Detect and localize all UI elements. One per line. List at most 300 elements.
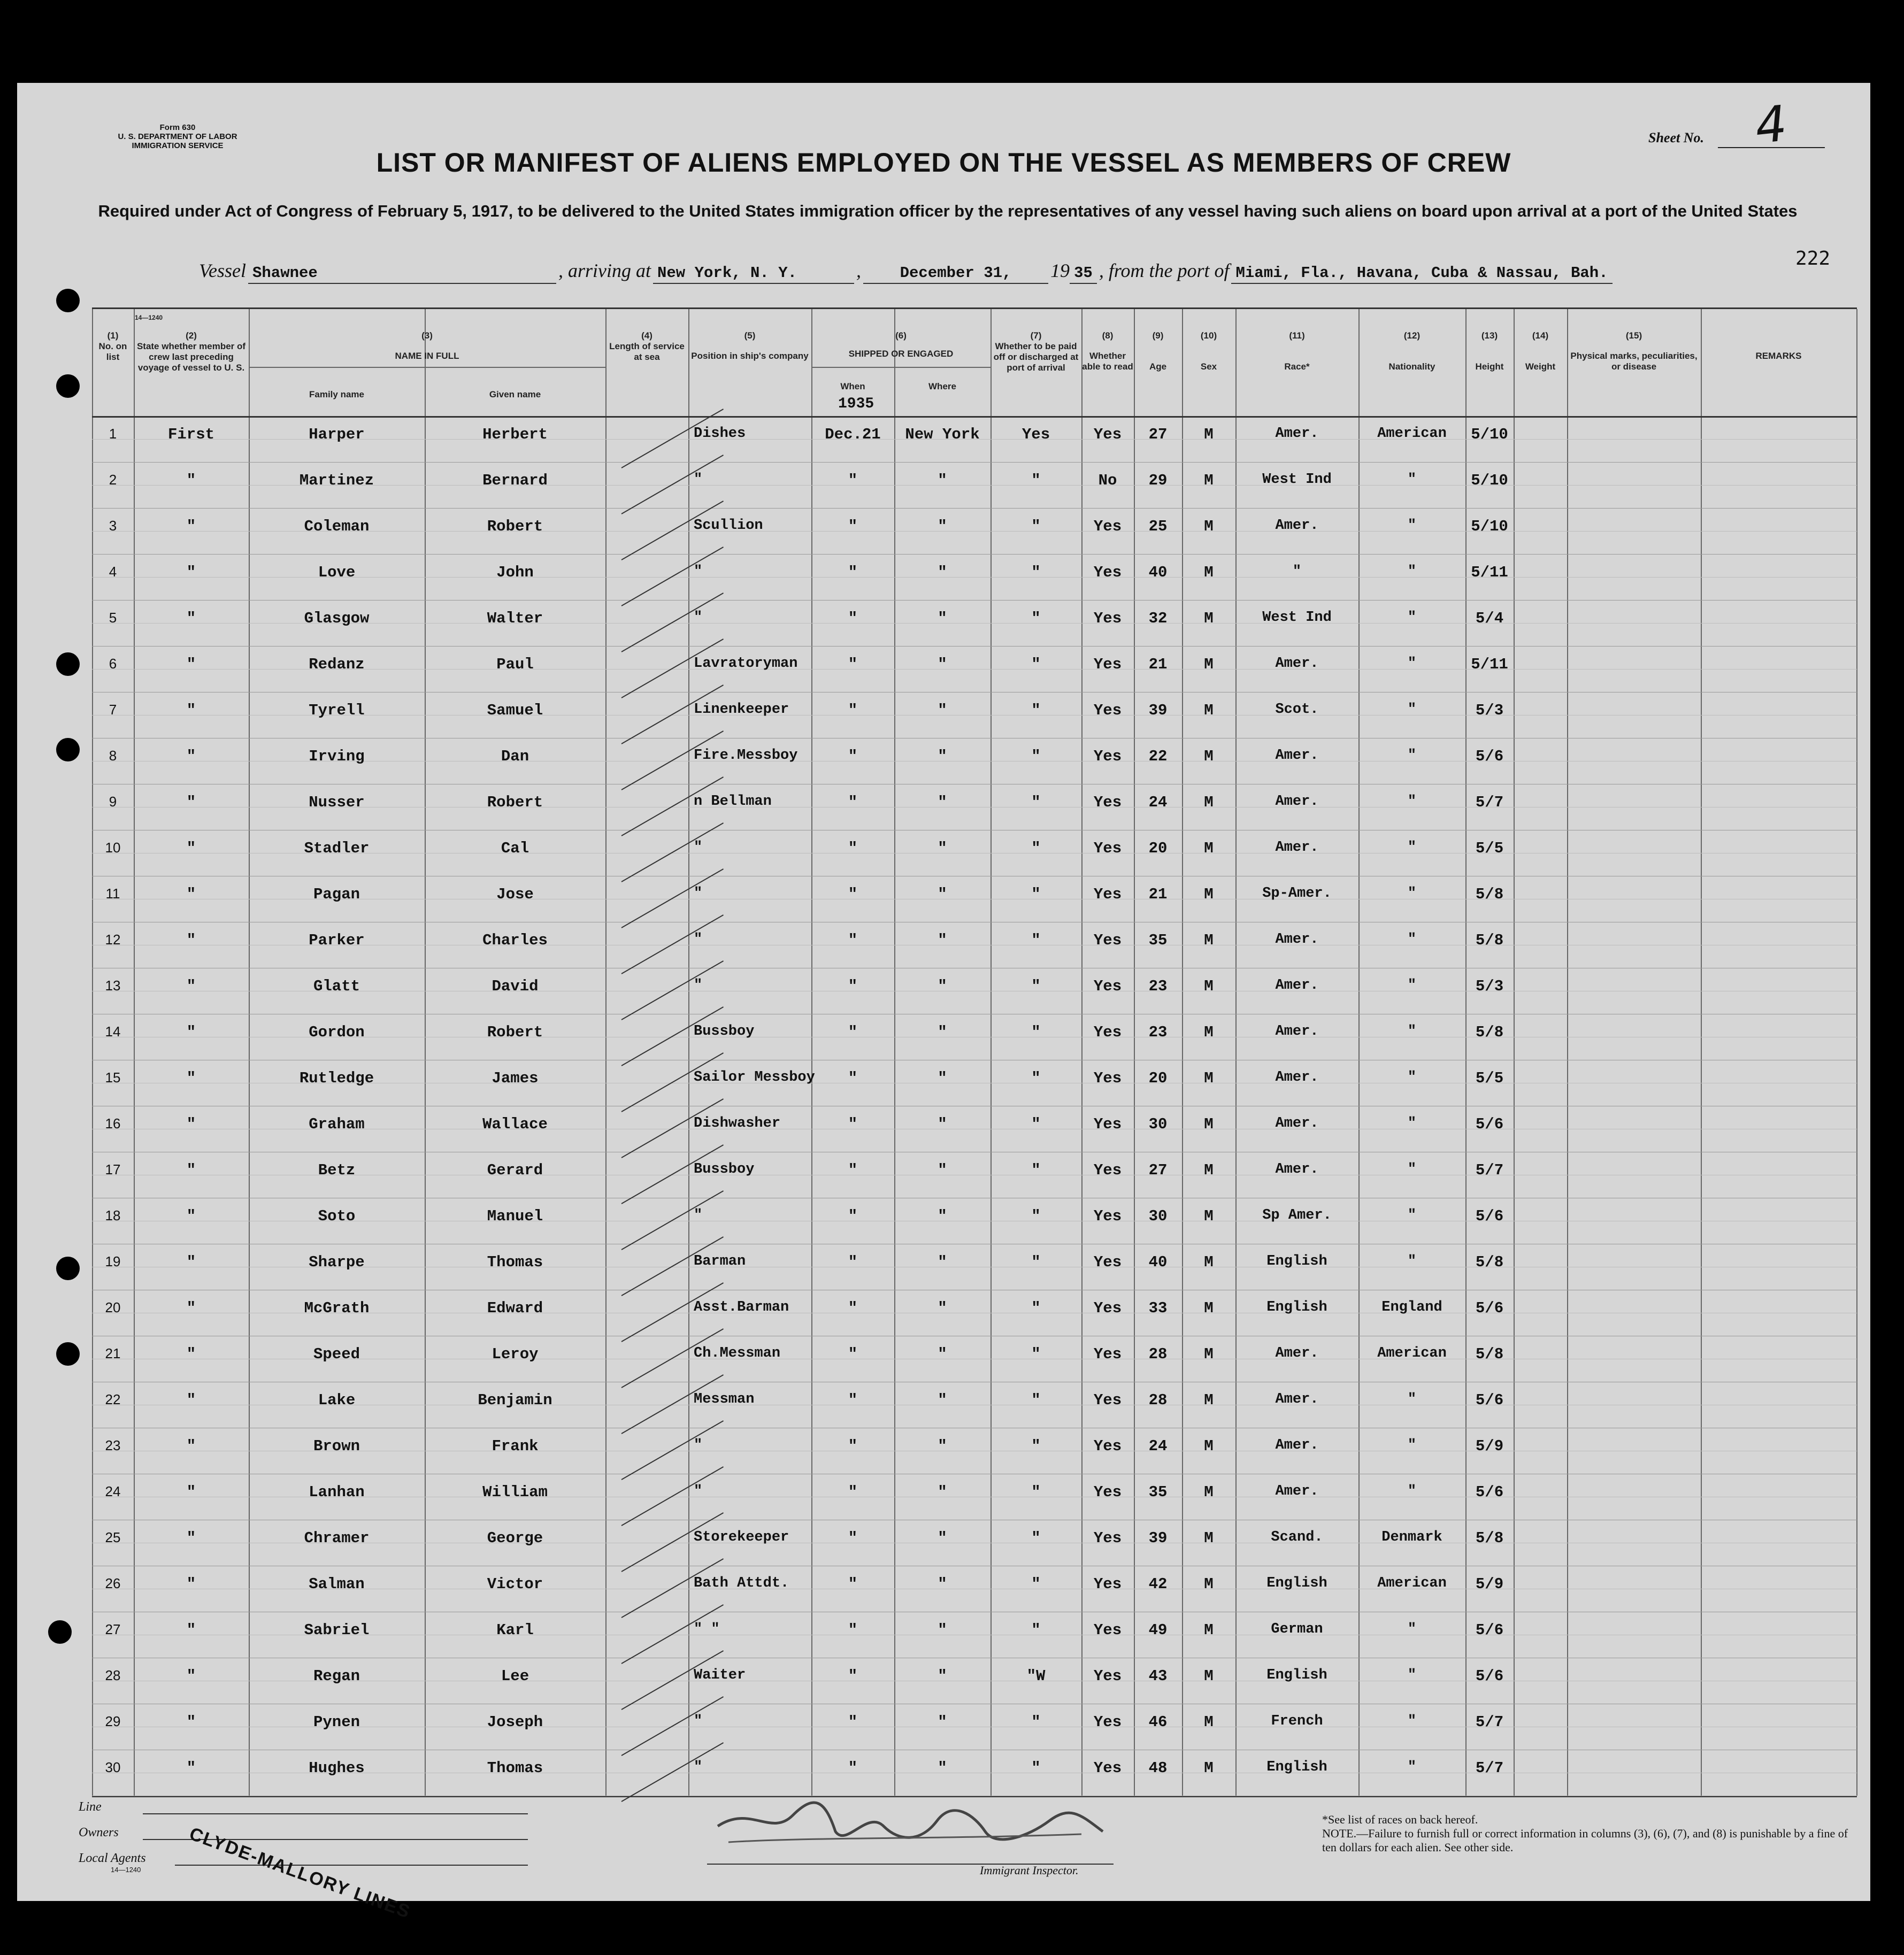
cell-family-name: Nusser	[309, 794, 365, 811]
cell-paid-off: "	[1031, 518, 1041, 535]
cell-height: 5/6	[1475, 1207, 1504, 1225]
vessel-label: Vessel	[199, 260, 246, 281]
cell-height: 5/7	[1475, 1161, 1504, 1179]
cell-shipped-where: "	[938, 564, 947, 581]
cell-previous-voyage: "	[186, 1437, 196, 1455]
header-age: (9) Age	[1149, 330, 1167, 372]
cell-sex: M	[1204, 1621, 1214, 1639]
cell-paid-off: "	[1031, 1437, 1041, 1455]
cell-family-name: Stadler	[304, 840, 370, 857]
cell-list-number: 21	[105, 1345, 121, 1361]
cell-shipped-where: "	[938, 1575, 947, 1593]
header-previous-voyage: (2) State whether member of crew last preceding voyage of vessel to U. S.	[136, 330, 246, 373]
cell-sex: M	[1204, 932, 1214, 949]
cell-paid-off: Yes	[1022, 426, 1050, 443]
cell-height: 5/9	[1475, 1437, 1504, 1455]
cell-able-to-read: Yes	[1093, 1575, 1122, 1593]
cell-sex: M	[1204, 1667, 1214, 1685]
cell-shipped-when: "	[848, 748, 858, 765]
cell-height: 5/11	[1471, 656, 1508, 673]
header-weight: (14) Weight	[1525, 330, 1556, 372]
cell-shipped-where: "	[938, 1253, 947, 1271]
punch-hole	[48, 1620, 72, 1644]
cell-given-name: Paul	[496, 656, 534, 673]
cell-sex: M	[1204, 978, 1214, 995]
cell-sex: M	[1204, 1759, 1214, 1777]
cell-given-name: Samuel	[487, 702, 543, 719]
cell-height: 5/8	[1475, 1345, 1504, 1363]
cell-previous-voyage: First	[167, 426, 214, 443]
cell-given-name: Herbert	[482, 426, 548, 443]
service-name: IMMIGRATION SERVICE	[132, 141, 224, 150]
cell-nationality: American	[1377, 426, 1447, 442]
cell-nationality: "	[1407, 518, 1417, 534]
cell-age: 35	[1148, 1483, 1168, 1501]
cell-able-to-read: Yes	[1093, 1023, 1122, 1041]
form-number: Form 630	[159, 123, 196, 132]
cell-age: 29	[1148, 472, 1168, 489]
cell-height: 5/10	[1471, 518, 1508, 535]
cell-position: Ch.Messman	[694, 1345, 781, 1361]
cell-paid-off: "	[1031, 932, 1041, 949]
cell-list-number: 3	[109, 518, 117, 534]
cell-given-name: James	[492, 1069, 539, 1087]
cell-height: 5/7	[1475, 1713, 1504, 1731]
cell-shipped-when: "	[848, 886, 858, 903]
cell-shipped-when: "	[848, 1575, 858, 1593]
cell-race: Amer.	[1275, 518, 1319, 534]
cell-age: 20	[1148, 840, 1168, 857]
header-shipped: (6) SHIPPED OR ENGAGED	[848, 330, 954, 359]
cell-paid-off: "	[1031, 748, 1041, 765]
header-no-on-list: (1) No. on list	[98, 330, 127, 362]
cell-position: Asst.Barman	[694, 1299, 789, 1315]
cell-shipped-when: "	[848, 794, 858, 811]
cell-age: 40	[1148, 1253, 1168, 1271]
cell-race: Amer.	[1275, 1483, 1319, 1499]
cell-nationality: "	[1407, 1483, 1417, 1499]
cell-shipped-when: "	[848, 610, 858, 627]
cell-able-to-read: Yes	[1093, 1207, 1122, 1225]
cell-previous-voyage: "	[186, 978, 196, 995]
cell-family-name: Parker	[309, 932, 365, 949]
cell-race: English	[1266, 1667, 1327, 1683]
cell-previous-voyage: "	[186, 1023, 196, 1041]
cell-nationality: "	[1407, 1023, 1417, 1040]
cell-previous-voyage: "	[186, 1621, 196, 1639]
cell-list-number: 22	[105, 1391, 121, 1407]
cell-age: 33	[1148, 1299, 1168, 1317]
cell-position: Barman	[694, 1253, 746, 1269]
cell-age: 42	[1148, 1575, 1168, 1593]
cell-given-name: Frank	[492, 1437, 539, 1455]
cell-shipped-when: "	[848, 1069, 858, 1087]
cell-position: "	[694, 1207, 703, 1223]
cell-shipped-when: "	[848, 840, 858, 857]
cell-previous-voyage: "	[186, 1253, 196, 1271]
cell-able-to-read: Yes	[1093, 1253, 1122, 1271]
cell-shipped-when: "	[848, 1115, 858, 1133]
cell-position: "	[694, 1759, 703, 1775]
cell-paid-off: "	[1031, 1069, 1041, 1087]
cell-age: 24	[1148, 794, 1168, 811]
cell-height: 5/10	[1471, 472, 1508, 489]
cell-shipped-when: "	[848, 1391, 858, 1409]
cell-given-name: Jose	[496, 886, 534, 903]
cell-position: n Bellman	[694, 794, 772, 810]
cell-height: 5/6	[1475, 1115, 1504, 1133]
cell-able-to-read: Yes	[1093, 1759, 1122, 1777]
cell-shipped-where: "	[938, 1391, 947, 1409]
cell-paid-off: "	[1031, 702, 1041, 719]
cell-nationality: "	[1407, 472, 1417, 488]
cell-height: 5/6	[1475, 748, 1504, 765]
cell-shipped-when: "	[848, 472, 858, 489]
cell-shipped-where: "	[938, 1529, 947, 1547]
cell-paid-off: "	[1031, 1115, 1041, 1133]
cell-given-name: Thomas	[487, 1759, 543, 1777]
cell-position: "	[694, 1483, 703, 1499]
cell-sex: M	[1204, 518, 1214, 535]
cell-age: 25	[1148, 518, 1168, 535]
agents-code: 14—1240	[111, 1866, 141, 1874]
cell-list-number: 8	[109, 748, 117, 764]
cell-able-to-read: Yes	[1093, 1667, 1122, 1685]
cell-family-name: Soto	[318, 1207, 356, 1225]
cell-shipped-when: "	[848, 1207, 858, 1225]
page-title: LIST OR MANIFEST OF ALIENS EMPLOYED ON THE VESSEL AS MEMBERS OF CREW	[376, 148, 1511, 178]
cell-position: Messman	[694, 1391, 755, 1407]
cell-age: 43	[1148, 1667, 1168, 1685]
cell-nationality: "	[1407, 840, 1417, 856]
cell-height: 5/6	[1475, 1483, 1504, 1501]
cell-shipped-when: "	[848, 656, 858, 673]
cell-nationality: "	[1407, 932, 1417, 948]
cell-race: English	[1266, 1575, 1327, 1591]
cell-previous-voyage: "	[186, 472, 196, 489]
cell-race: Amer.	[1275, 748, 1319, 764]
cell-family-name: Betz	[318, 1161, 356, 1179]
cell-previous-voyage: "	[186, 1345, 196, 1363]
cell-previous-voyage: "	[186, 1483, 196, 1501]
cell-list-number: 25	[105, 1529, 121, 1545]
cell-nationality: American	[1377, 1345, 1447, 1361]
cell-sex: M	[1204, 702, 1214, 719]
cell-previous-voyage: "	[186, 840, 196, 857]
cell-list-number: 4	[109, 564, 117, 580]
cell-height: 5/3	[1475, 978, 1504, 995]
cell-list-number: 9	[109, 794, 117, 810]
cell-paid-off: "	[1031, 1023, 1041, 1041]
cell-shipped-where: "	[938, 472, 947, 489]
cell-position: " "	[694, 1621, 720, 1637]
cell-able-to-read: Yes	[1093, 932, 1122, 949]
cell-nationality: "	[1407, 1391, 1417, 1407]
cell-height: 5/8	[1475, 1253, 1504, 1271]
header-name: (3) NAME IN FULL	[395, 330, 459, 361]
cell-nationality: "	[1407, 1621, 1417, 1637]
cell-position: "	[694, 840, 703, 856]
cell-race: West Ind	[1262, 472, 1332, 488]
cell-nationality: "	[1407, 656, 1417, 672]
cell-able-to-read: Yes	[1093, 748, 1122, 765]
cell-sex: M	[1204, 840, 1214, 857]
cell-shipped-when: "	[848, 1759, 858, 1777]
header-when: When	[840, 381, 865, 391]
punch-hole	[56, 1257, 80, 1280]
cell-shipped-when: "	[848, 1299, 858, 1317]
cell-given-name: Joseph	[487, 1713, 543, 1731]
cell-race: Amer.	[1275, 656, 1319, 672]
cell-nationality: "	[1407, 1115, 1417, 1132]
cell-paid-off: "	[1031, 1253, 1041, 1271]
cell-paid-off: "	[1031, 1207, 1041, 1225]
cell-family-name: Coleman	[304, 518, 370, 535]
cell-able-to-read: Yes	[1093, 1345, 1122, 1363]
cell-given-name: William	[482, 1483, 548, 1501]
cell-race: Amer.	[1275, 1391, 1319, 1407]
cell-able-to-read: Yes	[1093, 1161, 1122, 1179]
cell-shipped-where: "	[938, 1345, 947, 1363]
cell-race: Amer.	[1275, 1161, 1319, 1177]
cell-list-number: 15	[105, 1069, 121, 1086]
cell-shipped-when: "	[848, 1667, 858, 1685]
cell-shipped-when: "	[848, 1023, 858, 1041]
cell-able-to-read: Yes	[1093, 1299, 1122, 1317]
cell-race: Amer.	[1275, 1115, 1319, 1132]
cell-previous-voyage: "	[186, 656, 196, 673]
cell-paid-off: "	[1031, 886, 1041, 903]
cell-given-name: Benjamin	[478, 1391, 552, 1409]
cell-previous-voyage: "	[186, 564, 196, 581]
cell-shipped-when: "	[848, 1529, 858, 1547]
cell-nationality: "	[1407, 1069, 1417, 1086]
cell-sex: M	[1204, 886, 1214, 903]
cell-shipped-when: "	[848, 1253, 858, 1271]
cell-position: "	[694, 1713, 703, 1729]
cell-paid-off: "	[1031, 1299, 1041, 1317]
company-stamp: CLYDE-MALLORY LINES	[187, 1823, 413, 1923]
departure-ports: Miami, Fla., Havana, Cuba & Nassau, Bah.	[1231, 264, 1612, 284]
cell-race: West Ind	[1262, 610, 1332, 626]
cell-family-name: Pynen	[313, 1713, 360, 1731]
cell-previous-voyage: "	[186, 748, 196, 765]
cell-shipped-when: Dec.21	[825, 426, 881, 443]
cell-height: 5/9	[1475, 1575, 1504, 1593]
cell-family-name: Tyrell	[309, 702, 365, 719]
cell-shipped-where: "	[938, 610, 947, 627]
cell-paid-off: "	[1031, 1483, 1041, 1501]
cell-position: Dishes	[694, 426, 746, 442]
cell-previous-voyage: "	[186, 1115, 196, 1133]
cell-nationality: "	[1407, 794, 1417, 810]
cell-age: 40	[1148, 564, 1168, 581]
cell-family-name: Brown	[313, 1437, 360, 1455]
cell-age: 30	[1148, 1115, 1168, 1133]
cell-race: Amer.	[1275, 932, 1319, 948]
cell-list-number: 20	[105, 1299, 121, 1315]
cell-given-name: Cal	[501, 840, 529, 857]
cell-age: 27	[1148, 1161, 1168, 1179]
cell-age: 30	[1148, 1207, 1168, 1225]
cell-shipped-when: "	[848, 1621, 858, 1639]
punch-hole	[56, 652, 80, 676]
comma-separator: ,	[856, 260, 861, 281]
cell-given-name: Victor	[487, 1575, 543, 1593]
cell-sex: M	[1204, 426, 1214, 443]
header-paid-off: (7) Whether to be paid off or discharged at port of arrival	[993, 330, 1079, 373]
cell-list-number: 13	[105, 978, 121, 994]
cell-shipped-where: "	[938, 886, 947, 903]
cell-able-to-read: Yes	[1093, 426, 1122, 443]
cell-nationality: England	[1381, 1299, 1442, 1315]
cell-list-number: 19	[105, 1253, 121, 1269]
cell-previous-voyage: "	[186, 1575, 196, 1593]
cell-family-name: Pagan	[313, 886, 360, 903]
cell-race: English	[1266, 1299, 1327, 1315]
cell-given-name: Robert	[487, 518, 543, 535]
header-length-service: (4) Length of service at sea	[609, 330, 685, 362]
cell-shipped-where: "	[938, 1713, 947, 1731]
cell-list-number: 11	[105, 886, 120, 902]
inspector-signature	[707, 1783, 1114, 1864]
header-position: (5) Position in ship's company	[691, 330, 809, 361]
cell-shipped-when: "	[848, 564, 858, 581]
cell-sex: M	[1204, 1069, 1214, 1087]
cell-race: Amer.	[1275, 1345, 1319, 1361]
cell-race: Amer.	[1275, 426, 1319, 442]
cell-paid-off: "	[1031, 1345, 1041, 1363]
line-label: Line	[79, 1800, 102, 1814]
cell-family-name: McGrath	[304, 1299, 370, 1317]
cell-family-name: Hughes	[309, 1759, 365, 1777]
cell-family-name: Redanz	[309, 656, 365, 673]
arriving-label: , arriving at	[558, 260, 651, 281]
cell-list-number: 1	[109, 426, 117, 442]
header-given-name: Given name	[489, 389, 541, 399]
cell-height: 5/5	[1475, 840, 1504, 857]
cell-family-name: Salman	[309, 1575, 365, 1593]
sheet-no-label: Sheet No.	[1648, 130, 1704, 145]
cell-shipped-where: New York	[905, 426, 980, 443]
agents-label: Local Agents	[79, 1851, 146, 1865]
punch-hole	[56, 374, 80, 398]
cell-race: "	[1292, 564, 1302, 580]
cell-able-to-read: Yes	[1093, 1529, 1122, 1547]
cell-paid-off: "	[1031, 840, 1041, 857]
cell-nationality: "	[1407, 1161, 1417, 1177]
cell-nationality: "	[1407, 1253, 1417, 1269]
races-note: *See list of races on back hereof.	[1322, 1813, 1478, 1826]
cell-previous-voyage: "	[186, 794, 196, 811]
arrival-year: 35	[1070, 264, 1097, 284]
cell-height: 5/8	[1475, 886, 1504, 903]
cell-family-name: Regan	[313, 1667, 360, 1685]
cell-nationality: "	[1407, 610, 1417, 626]
cell-family-name: Irving	[309, 748, 365, 765]
cell-given-name: Robert	[487, 794, 543, 811]
cell-age: 49	[1148, 1621, 1168, 1639]
cell-position: Bussboy	[694, 1023, 755, 1040]
footer-notes	[1322, 1813, 1857, 1854]
line-rule	[143, 1813, 528, 1814]
cell-height: 5/11	[1471, 564, 1508, 581]
cell-age: 21	[1148, 886, 1168, 903]
cell-shipped-where: "	[938, 794, 947, 811]
cell-able-to-read: No	[1098, 472, 1117, 489]
cell-previous-voyage: "	[186, 932, 196, 949]
cell-position: Sailor Messboy	[694, 1069, 815, 1086]
cell-sex: M	[1204, 1437, 1214, 1455]
cell-list-number: 27	[105, 1621, 121, 1637]
vessel-line	[199, 259, 1613, 284]
cell-able-to-read: Yes	[1093, 702, 1122, 719]
cell-given-name: John	[496, 564, 534, 581]
cell-age: 22	[1148, 748, 1168, 765]
page-subtitle: Required under Act of Congress of February 5, 1917, to be delivered to the United States immigration officer by the representatives of any vessel having such aliens on board upon arrival at a port of the United States	[98, 202, 1798, 220]
cell-list-number: 12	[105, 932, 121, 948]
cell-family-name: Lake	[318, 1391, 356, 1409]
cell-paid-off: "	[1031, 1575, 1041, 1593]
cell-able-to-read: Yes	[1093, 1621, 1122, 1639]
page-stamp-number: 222	[1795, 248, 1831, 270]
cell-shipped-when: "	[848, 518, 858, 535]
inspector-label: Immigrant Inspector.	[980, 1864, 1079, 1877]
cell-able-to-read: Yes	[1093, 1115, 1122, 1133]
cell-family-name: Glatt	[313, 978, 360, 995]
cell-position: "	[694, 1437, 703, 1453]
cell-able-to-read: Yes	[1093, 518, 1122, 535]
cell-sex: M	[1204, 1529, 1214, 1547]
cell-height: 5/7	[1475, 794, 1504, 811]
header-form-code: 14—1240	[135, 314, 163, 321]
cell-list-number: 5	[109, 610, 117, 626]
cell-sex: M	[1204, 564, 1214, 581]
cell-able-to-read: Yes	[1093, 656, 1122, 673]
agents-rule	[175, 1865, 528, 1866]
cell-paid-off: "	[1031, 472, 1041, 489]
cell-family-name: Speed	[313, 1345, 360, 1363]
cell-previous-voyage: "	[186, 886, 196, 903]
cell-shipped-when: "	[848, 978, 858, 995]
cell-family-name: Martinez	[299, 472, 374, 489]
punch-hole	[56, 289, 80, 312]
cell-shipped-when: "	[848, 1713, 858, 1731]
cell-sex: M	[1204, 748, 1214, 765]
cell-age: 39	[1148, 1529, 1168, 1547]
cell-race: Sp-Amer.	[1262, 886, 1332, 902]
cell-shipped-where: "	[938, 1161, 947, 1179]
cell-shipped-where: "	[938, 1207, 947, 1225]
cell-able-to-read: Yes	[1093, 1069, 1122, 1087]
cell-previous-voyage: "	[186, 1207, 196, 1225]
cell-family-name: Rutledge	[299, 1069, 374, 1087]
cell-age: 28	[1148, 1391, 1168, 1409]
cell-position: Bussboy	[694, 1161, 755, 1177]
cell-sex: M	[1204, 656, 1214, 673]
year-prefix: 19	[1050, 260, 1070, 281]
cell-age: 32	[1148, 610, 1168, 627]
cell-shipped-where: "	[938, 1069, 947, 1087]
cell-previous-voyage: "	[186, 1069, 196, 1087]
cell-race: Amer.	[1275, 1069, 1319, 1086]
header-where: Where	[928, 381, 956, 391]
cell-given-name: Edward	[487, 1299, 543, 1317]
cell-shipped-when: "	[848, 1483, 858, 1501]
cell-list-number: 6	[109, 656, 117, 672]
cell-position: Waiter	[694, 1667, 746, 1683]
cell-race: Scot.	[1275, 702, 1319, 718]
